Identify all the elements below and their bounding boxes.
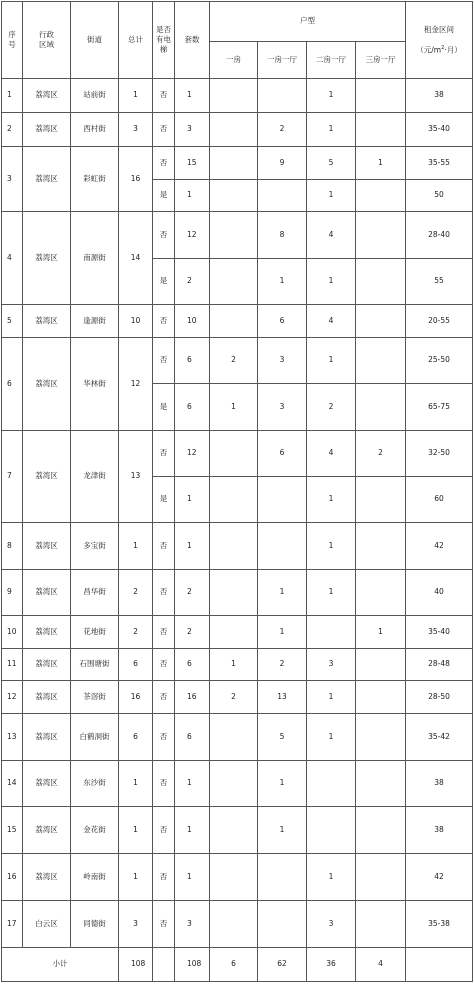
type-two-bed-one-living-cell: 1 <box>307 338 356 384</box>
type-one-bed-one-living-cell: 8 <box>258 212 307 259</box>
total-cell: 14 <box>119 212 153 305</box>
units-cell: 1 <box>175 180 210 212</box>
type-one-bed-one-living-cell <box>258 79 307 113</box>
elevator-cell: 否 <box>153 681 175 714</box>
type-three-bed-one-living-cell: 2 <box>356 431 406 477</box>
type-three-bed-one-living-cell: 1 <box>356 616 406 649</box>
type-one-room-cell <box>210 807 258 854</box>
rent-range-cell: 25-50 <box>406 338 473 384</box>
units-cell: 12 <box>175 212 210 259</box>
elevator-cell: 否 <box>153 212 175 259</box>
elevator-cell: 否 <box>153 431 175 477</box>
type-one-bed-one-living-cell <box>258 523 307 570</box>
units-cell: 2 <box>175 570 210 616</box>
rent-unit: （元$/m^2\cdot$月） <box>416 44 462 55</box>
district-cell: 荔湾区 <box>23 761 71 807</box>
row-number: 12 <box>2 681 23 714</box>
type-one-bed-one-living-cell: 1 <box>258 259 307 305</box>
street-cell: 同德街 <box>71 901 119 948</box>
header-district: 行政 区域 <box>23 2 71 79</box>
street-cell: 茶滘街 <box>71 681 119 714</box>
table-row <box>2 570 473 616</box>
total-cell: 16 <box>119 681 153 714</box>
type-one-bed-one-living-cell: 2 <box>258 113 307 147</box>
units-cell: 15 <box>175 147 210 180</box>
elevator-cell: 否 <box>153 807 175 854</box>
type-one-room-cell: 2 <box>210 681 258 714</box>
summary-row <box>2 948 473 982</box>
rent-range-cell: 65-75 <box>406 384 473 431</box>
type-two-bed-one-living-cell <box>307 616 356 649</box>
district-cell: 荔湾区 <box>23 113 71 147</box>
type-one-room-cell <box>210 212 258 259</box>
type-one-bed-one-living-cell: 2 <box>258 649 307 681</box>
units-cell: 1 <box>175 79 210 113</box>
district-cell: 荔湾区 <box>23 523 71 570</box>
units-cell: 1 <box>175 807 210 854</box>
street-cell: 逢源街 <box>71 305 119 338</box>
type-three-bed-one-living-cell <box>356 384 406 431</box>
type-one-bed-one-living-cell: 3 <box>258 338 307 384</box>
rent-range-cell: 35-40 <box>406 113 473 147</box>
type-two-bed-one-living-cell: 4 <box>307 305 356 338</box>
elevator-cell: 否 <box>153 901 175 948</box>
type-three-bed-one-living-cell <box>356 901 406 948</box>
street-cell: 彩虹街 <box>71 147 119 212</box>
units-cell: 3 <box>175 113 210 147</box>
type-two-bed-one-living-cell: 1 <box>307 570 356 616</box>
type-three-bed-one-living-cell <box>356 761 406 807</box>
type-three-bed-one-living-cell <box>356 338 406 384</box>
rent-range-cell: 28-48 <box>406 649 473 681</box>
street-cell: 昌华街 <box>71 570 119 616</box>
elevator-cell: 否 <box>153 714 175 761</box>
type-two-bed-one-living-cell: 1 <box>307 681 356 714</box>
type-two-bed-one-living-cell: 1 <box>307 854 356 901</box>
table-row <box>2 649 473 681</box>
table-row <box>2 212 473 259</box>
type-two-bed-one-living-cell: 1 <box>307 259 356 305</box>
street-cell: 金花街 <box>71 807 119 854</box>
header-unit-type: 户型 <box>210 2 406 42</box>
rent-range-cell: 35-38 <box>406 901 473 948</box>
total-cell: 3 <box>119 113 153 147</box>
type-three-bed-one-living-cell <box>356 477 406 523</box>
type-one-bed-one-living-cell: 5 <box>258 714 307 761</box>
elevator-cell: 否 <box>153 147 175 180</box>
type-two-bed-one-living-cell: 1 <box>307 477 356 523</box>
type-three-bed-one-living-cell <box>356 649 406 681</box>
type-three-bed-one-living-cell <box>356 681 406 714</box>
type-one-bed-one-living-cell: 6 <box>258 305 307 338</box>
type-three-bed-one-living-cell <box>356 79 406 113</box>
summary-elevator-blank <box>153 948 175 982</box>
district-cell: 荔湾区 <box>23 649 71 681</box>
table-row <box>2 431 473 477</box>
type-three-bed-one-living-cell <box>356 305 406 338</box>
rent-range-cell: 32-50 <box>406 431 473 477</box>
district-cell: 荔湾区 <box>23 807 71 854</box>
row-number: 14 <box>2 761 23 807</box>
type-one-bed-one-living-cell: 1 <box>258 807 307 854</box>
total-cell: 2 <box>119 570 153 616</box>
rent-range-cell: 35-55 <box>406 147 473 180</box>
rent-range-cell: 38 <box>406 79 473 113</box>
summary-type-two-bed-one-living: 36 <box>307 948 356 982</box>
type-one-room-cell <box>210 854 258 901</box>
total-cell: 1 <box>119 79 153 113</box>
total-cell: 13 <box>119 431 153 523</box>
row-number: 17 <box>2 901 23 948</box>
total-cell: 1 <box>119 761 153 807</box>
street-cell: 西村街 <box>71 113 119 147</box>
total-cell: 3 <box>119 901 153 948</box>
elevator-cell: 否 <box>153 761 175 807</box>
type-two-bed-one-living-cell: 1 <box>307 180 356 212</box>
total-cell: 16 <box>119 147 153 212</box>
rent-range-cell: 38 <box>406 761 473 807</box>
units-cell: 10 <box>175 305 210 338</box>
type-one-bed-one-living-cell: 3 <box>258 384 307 431</box>
rental-housing-table <box>1 1 473 982</box>
table-row <box>2 714 473 761</box>
type-one-room-cell: 1 <box>210 649 258 681</box>
type-three-bed-one-living-cell <box>356 570 406 616</box>
rent-range-cell: 50 <box>406 180 473 212</box>
row-number: 13 <box>2 714 23 761</box>
street-cell: 东沙街 <box>71 761 119 807</box>
header-total: 总计 <box>119 2 153 79</box>
rent-range-cell: 20-55 <box>406 305 473 338</box>
units-cell: 12 <box>175 431 210 477</box>
table-row <box>2 807 473 854</box>
type-one-room-cell: 1 <box>210 384 258 431</box>
table-row <box>2 147 473 180</box>
elevator-cell: 否 <box>153 113 175 147</box>
type-one-room-cell <box>210 305 258 338</box>
header-type-two-bed-one-living: 二房一厅 <box>307 42 356 79</box>
summary-type-three-bed-one-living: 4 <box>356 948 406 982</box>
total-cell: 12 <box>119 338 153 431</box>
table-row <box>2 761 473 807</box>
type-one-room-cell <box>210 113 258 147</box>
type-one-room-cell <box>210 477 258 523</box>
header-elevator: 是否 有电 梯 <box>153 2 175 79</box>
elevator-cell: 是 <box>153 477 175 523</box>
type-one-bed-one-living-cell: 9 <box>258 147 307 180</box>
units-cell: 2 <box>175 259 210 305</box>
street-cell: 站前街 <box>71 79 119 113</box>
type-three-bed-one-living-cell <box>356 259 406 305</box>
type-three-bed-one-living-cell <box>356 180 406 212</box>
summary-type-one-bed-one-living: 62 <box>258 948 307 982</box>
type-one-bed-one-living-cell <box>258 901 307 948</box>
rent-range-cell: 40 <box>406 570 473 616</box>
header-rent-range: 租金区间 （元$/m^2\cdot$月） <box>406 2 473 79</box>
row-number: 8 <box>2 523 23 570</box>
header-type-one-bed-one-living: 一房一厅 <box>258 42 307 79</box>
type-two-bed-one-living-cell: 1 <box>307 79 356 113</box>
street-cell: 白鹤洞街 <box>71 714 119 761</box>
type-two-bed-one-living-cell: 2 <box>307 384 356 431</box>
units-cell: 1 <box>175 854 210 901</box>
total-cell: 1 <box>119 523 153 570</box>
total-cell: 1 <box>119 854 153 901</box>
row-number: 4 <box>2 212 23 305</box>
table-row <box>2 113 473 147</box>
summary-rent-blank <box>406 948 473 982</box>
elevator-cell: 否 <box>153 338 175 384</box>
rent-range-cell: 42 <box>406 523 473 570</box>
units-cell: 6 <box>175 649 210 681</box>
type-one-bed-one-living-cell: 1 <box>258 761 307 807</box>
header-type-one-room: 一房 <box>210 42 258 79</box>
type-one-room-cell <box>210 901 258 948</box>
type-one-room-cell <box>210 570 258 616</box>
type-one-room-cell <box>210 259 258 305</box>
row-number: 7 <box>2 431 23 523</box>
elevator-cell: 是 <box>153 180 175 212</box>
elevator-cell: 是 <box>153 259 175 305</box>
type-one-room-cell: 2 <box>210 338 258 384</box>
units-cell: 16 <box>175 681 210 714</box>
header-street: 街道 <box>71 2 119 79</box>
rent-range-cell: 28-50 <box>406 681 473 714</box>
elevator-cell: 否 <box>153 79 175 113</box>
type-two-bed-one-living-cell <box>307 761 356 807</box>
table-row <box>2 338 473 384</box>
street-cell: 岭南街 <box>71 854 119 901</box>
street-cell: 石围塘街 <box>71 649 119 681</box>
district-cell: 荔湾区 <box>23 616 71 649</box>
district-cell: 荔湾区 <box>23 681 71 714</box>
summary-total: 108 <box>119 948 153 982</box>
elevator-cell: 否 <box>153 854 175 901</box>
district-cell: 荔湾区 <box>23 854 71 901</box>
type-one-bed-one-living-cell <box>258 180 307 212</box>
total-cell: 2 <box>119 616 153 649</box>
type-one-room-cell <box>210 761 258 807</box>
type-two-bed-one-living-cell: 4 <box>307 431 356 477</box>
street-cell: 花地街 <box>71 616 119 649</box>
district-cell: 荔湾区 <box>23 305 71 338</box>
type-one-bed-one-living-cell: 6 <box>258 431 307 477</box>
district-cell: 荔湾区 <box>23 570 71 616</box>
row-number: 9 <box>2 570 23 616</box>
type-three-bed-one-living-cell <box>356 523 406 570</box>
table-row <box>2 901 473 948</box>
rent-range-cell: 35-40 <box>406 616 473 649</box>
district-cell: 荔湾区 <box>23 431 71 523</box>
type-one-room-cell <box>210 431 258 477</box>
units-cell: 6 <box>175 714 210 761</box>
units-cell: 1 <box>175 477 210 523</box>
rent-range-cell: 55 <box>406 259 473 305</box>
street-cell: 华林街 <box>71 338 119 431</box>
district-cell: 荔湾区 <box>23 714 71 761</box>
total-cell: 1 <box>119 807 153 854</box>
street-cell: 多宝街 <box>71 523 119 570</box>
table-body <box>2 79 473 982</box>
units-cell: 1 <box>175 523 210 570</box>
units-cell: 1 <box>175 761 210 807</box>
rent-range-cell: 60 <box>406 477 473 523</box>
type-one-room-cell <box>210 180 258 212</box>
table-row <box>2 305 473 338</box>
elevator-cell: 否 <box>153 570 175 616</box>
elevator-cell: 否 <box>153 305 175 338</box>
row-number: 10 <box>2 616 23 649</box>
units-cell: 3 <box>175 901 210 948</box>
type-three-bed-one-living-cell <box>356 807 406 854</box>
type-two-bed-one-living-cell: 1 <box>307 113 356 147</box>
type-three-bed-one-living-cell: 1 <box>356 147 406 180</box>
type-one-bed-one-living-cell <box>258 477 307 523</box>
district-cell: 白云区 <box>23 901 71 948</box>
district-cell: 荔湾区 <box>23 147 71 212</box>
rent-range-cell: 28-40 <box>406 212 473 259</box>
district-cell: 荔湾区 <box>23 212 71 305</box>
type-one-bed-one-living-cell: 1 <box>258 570 307 616</box>
type-one-bed-one-living-cell <box>258 854 307 901</box>
type-one-room-cell <box>210 147 258 180</box>
type-three-bed-one-living-cell <box>356 714 406 761</box>
type-two-bed-one-living-cell: 5 <box>307 147 356 180</box>
rent-range-cell: 42 <box>406 854 473 901</box>
row-number: 16 <box>2 854 23 901</box>
header-units: 套数 <box>175 2 210 79</box>
total-cell: 6 <box>119 714 153 761</box>
table-row <box>2 681 473 714</box>
units-cell: 2 <box>175 616 210 649</box>
type-two-bed-one-living-cell: 3 <box>307 649 356 681</box>
rent-range-cell: 38 <box>406 807 473 854</box>
elevator-cell: 否 <box>153 649 175 681</box>
district-cell: 荔湾区 <box>23 338 71 431</box>
row-number: 11 <box>2 649 23 681</box>
header-type-three-bed-one-living: 三房一厅 <box>356 42 406 79</box>
table-row <box>2 854 473 901</box>
elevator-cell: 是 <box>153 384 175 431</box>
row-number: 2 <box>2 113 23 147</box>
rent-range-cell: 35-42 <box>406 714 473 761</box>
type-two-bed-one-living-cell: 3 <box>307 901 356 948</box>
type-two-bed-one-living-cell <box>307 807 356 854</box>
type-three-bed-one-living-cell <box>356 113 406 147</box>
elevator-cell: 否 <box>153 616 175 649</box>
type-one-room-cell <box>210 714 258 761</box>
type-three-bed-one-living-cell <box>356 854 406 901</box>
row-number: 6 <box>2 338 23 431</box>
table-row <box>2 79 473 113</box>
units-cell: 6 <box>175 338 210 384</box>
total-cell: 6 <box>119 649 153 681</box>
row-number: 3 <box>2 147 23 212</box>
type-two-bed-one-living-cell: 4 <box>307 212 356 259</box>
table-row <box>2 616 473 649</box>
type-one-bed-one-living-cell: 13 <box>258 681 307 714</box>
total-cell: 10 <box>119 305 153 338</box>
type-one-bed-one-living-cell: 1 <box>258 616 307 649</box>
type-two-bed-one-living-cell: 1 <box>307 523 356 570</box>
row-number: 1 <box>2 79 23 113</box>
summary-type-one-room: 6 <box>210 948 258 982</box>
street-cell: 龙津街 <box>71 431 119 523</box>
type-one-room-cell <box>210 79 258 113</box>
header-seq: 序 号 <box>2 2 23 79</box>
type-one-room-cell <box>210 616 258 649</box>
street-cell: 南源街 <box>71 212 119 305</box>
row-number: 15 <box>2 807 23 854</box>
summary-units: 108 <box>175 948 210 982</box>
table-row <box>2 523 473 570</box>
elevator-cell: 否 <box>153 523 175 570</box>
district-cell: 荔湾区 <box>23 79 71 113</box>
type-one-room-cell <box>210 523 258 570</box>
type-two-bed-one-living-cell: 1 <box>307 714 356 761</box>
units-cell: 6 <box>175 384 210 431</box>
row-number: 5 <box>2 305 23 338</box>
summary-label: 小计 <box>2 948 119 982</box>
type-three-bed-one-living-cell <box>356 212 406 259</box>
